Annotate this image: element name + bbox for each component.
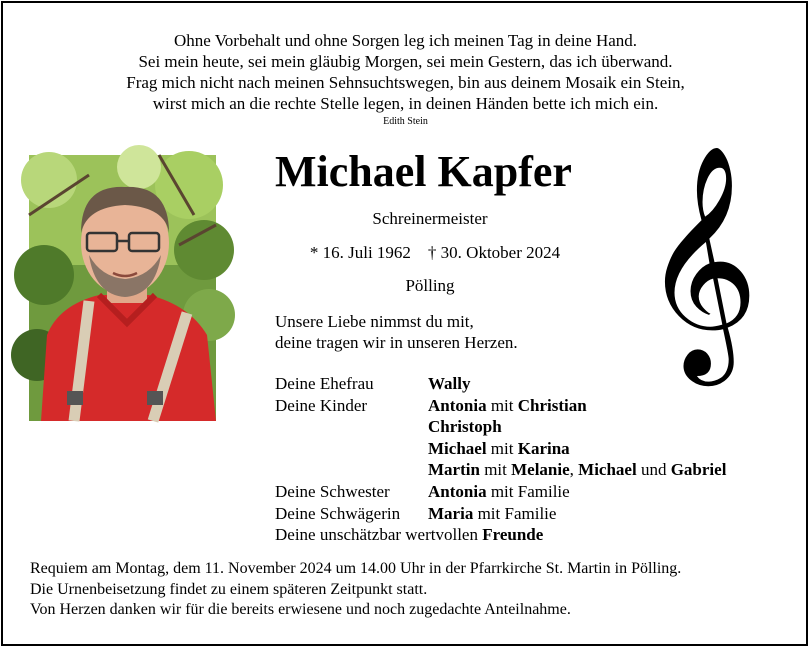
family-connector: mit Familie: [477, 503, 557, 523]
family-connector: mit: [490, 438, 514, 458]
treble-clef-icon: [640, 143, 760, 376]
family-connector: mit Familie: [490, 481, 570, 501]
family-name: Antonia: [428, 481, 487, 501]
family-name: Melanie: [511, 460, 570, 480]
funeral-notice: [30, 559, 681, 621]
footer-line: Requiem am Montag, dem 11. November 2024 um 14.00 Uhr in der Pfarrkirche St. Martin in Pölling.: [30, 560, 682, 577]
motto-line: Unsere Liebe nimmst du mit,: [275, 312, 474, 331]
family-label: Deine Kinder: [275, 395, 368, 415]
profession: Schreinermeister: [372, 209, 488, 228]
life-dates: [290, 243, 580, 263]
family-connector: mit: [490, 395, 514, 415]
family-name: Maria: [428, 503, 474, 523]
family-name: Christoph: [428, 417, 502, 437]
footer-line: Die Urnenbeisetzung findet zu einem späteren Zeitpunkt statt.: [30, 580, 428, 598]
poem-line: Sei mein heute, sei mein gläubig Morgen, sei mein Gestern, das ich überwand.: [138, 52, 673, 71]
poem-line: wirst mich an die rechte Stelle legen, in deinen Händen bette ich mich ein.: [152, 94, 659, 113]
motto-line: deine tragen wir in unseren Herzen.: [275, 332, 518, 352]
family-name: Freunde: [482, 525, 544, 545]
family-label: Deine unschätzbar wertvollen: [275, 525, 478, 545]
poem: [0, 30, 811, 114]
family-connector: und: [640, 460, 667, 480]
family-connector: mit: [484, 460, 507, 480]
birth-date: * 16. Juli 1962: [309, 243, 411, 262]
family-name: Christian: [517, 395, 587, 415]
family-connector: ,: [569, 460, 574, 480]
deceased-name: Michael Kapfer: [275, 147, 572, 196]
portrait-photo: [29, 155, 216, 421]
family-name: Michael: [578, 460, 637, 480]
family-name: Karina: [517, 438, 570, 458]
family-label: Deine Ehefrau: [275, 374, 374, 393]
place: Pölling: [405, 276, 455, 295]
family-label: Deine Schwester: [275, 481, 390, 501]
svg-text:𝄞: 𝄞: [640, 143, 760, 376]
poem-author: Edith Stein: [383, 116, 428, 127]
family-name: Gabriel: [670, 460, 727, 480]
family-label: Deine Schwägerin: [275, 503, 401, 523]
family-name: Michael: [428, 438, 487, 458]
family-name: Martin: [428, 460, 480, 480]
poem-line: Ohne Vorbehalt und ohne Sorgen leg ich meinen Tag in deine Hand.: [173, 31, 638, 50]
family-name: Wally: [428, 374, 471, 393]
family-name: Antonia: [428, 395, 487, 415]
footer-line: Von Herzen danken wir für die bereits erwiesene und noch zugedachte Anteilnahme.: [30, 601, 571, 618]
poem-line: Frag mich nicht nach meinen Sehnsuchtswegen, bin aus deinem Mosaik ein Stein,: [126, 73, 685, 92]
motto: [275, 312, 518, 353]
death-date: † 30. Oktober 2024: [427, 243, 561, 262]
